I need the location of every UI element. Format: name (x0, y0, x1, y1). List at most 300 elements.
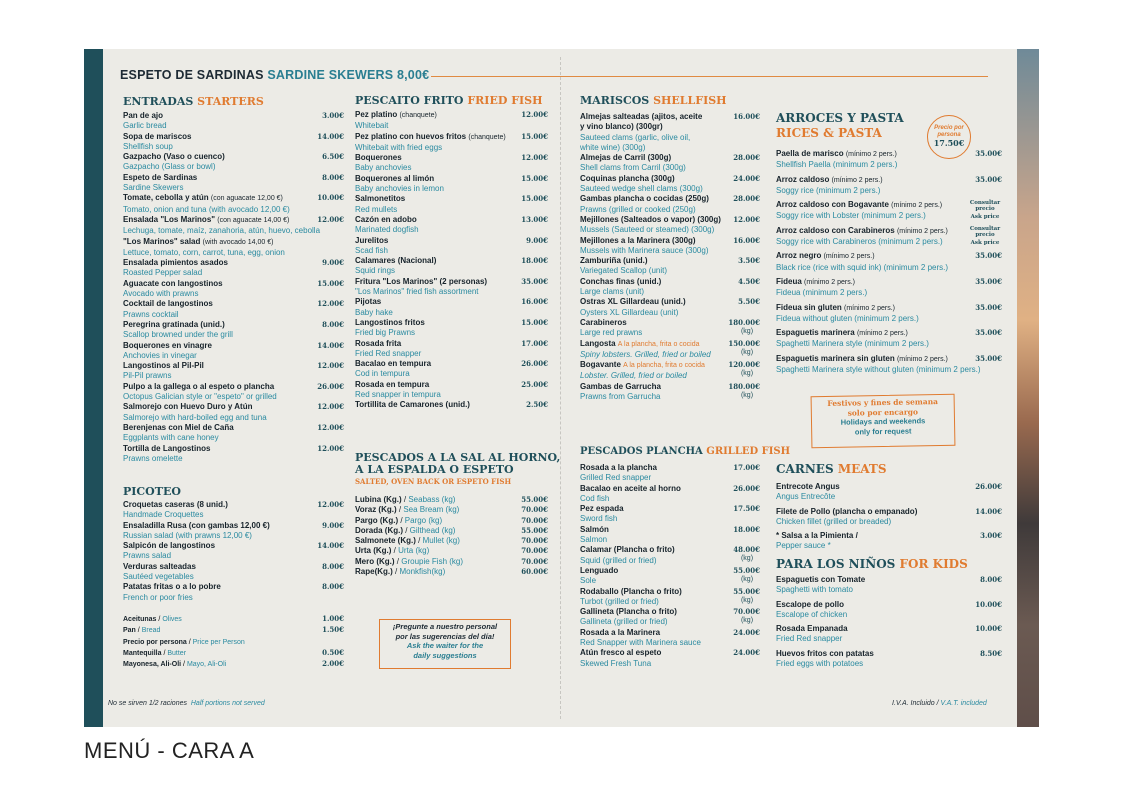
item-name-en: Urta (kg) (398, 546, 430, 556)
item-name-es: Rosada a la plancha (580, 463, 657, 472)
item-name-es: Langosta (580, 338, 616, 348)
menu-item (776, 482, 1002, 503)
item-name-en: Lobster. Grilled, fried or boiled (580, 371, 687, 381)
item-name-es: Bogavante (580, 360, 621, 370)
item-name-en: Gazpacho (Glass or bowl) (123, 162, 216, 172)
item-name-en: Salmon (580, 535, 608, 545)
item-price: 26.00€ (317, 381, 344, 391)
item-price: 35.00€ (975, 302, 1002, 312)
item-name-es-note: (chanquete) (468, 133, 506, 141)
item-name-en: Seabass (kg) (408, 495, 456, 504)
item-price: 70.00€ (521, 505, 548, 515)
menu-item (776, 200, 1002, 222)
item-name-en: Pil-Pil prawns (123, 371, 172, 381)
item-name-es: Mantequilla (123, 649, 162, 657)
menu-item (123, 402, 344, 423)
item-separator: / (135, 627, 142, 635)
item-price: 2.00€ (322, 659, 344, 669)
item-name-es: Arroz caldoso (776, 174, 830, 184)
item-name-es: Fideua (776, 276, 802, 286)
section-salt-heading-1: PESCADOS A LA SAL AL HORNO, (355, 451, 561, 464)
item-name-es-note: (mínimo 2 pers.) (823, 253, 875, 261)
item-separator: / (186, 638, 193, 646)
item-price: 35.00€ (975, 353, 1002, 363)
item-price: 10.00€ (317, 193, 344, 203)
item-price: 0.50€ (322, 647, 344, 657)
item-name-es-line (123, 582, 344, 592)
item-name-es: Croquetas caseras (8 unid.) (123, 500, 228, 509)
item-unit: (kg) (740, 348, 754, 356)
item-separator: / (415, 536, 423, 546)
item-name-es: * Salsa a la Pimienta / (776, 531, 858, 541)
item-name-es: Cocktail de langostinos (123, 299, 213, 309)
menu-item (580, 587, 760, 608)
item-price: 120.00€ (728, 360, 760, 370)
menu-item (580, 112, 760, 153)
item-price: 12.00€ (317, 402, 344, 412)
item-price: 16.00€ (733, 235, 760, 245)
section-ninos-heading: PARA LOS NIÑOS FOR KIDS (776, 557, 968, 571)
item-name-es-line (355, 297, 548, 307)
menu-item (355, 380, 548, 401)
item-name-es-line (776, 624, 1002, 634)
item-unit: (kg) (740, 327, 754, 335)
item-name-es: Escalope de pollo (776, 599, 845, 609)
menu-item (580, 153, 760, 174)
item-name-en: Roasted Pepper salad (123, 268, 203, 278)
menu-item (580, 215, 760, 236)
item-price: 15.00€ (317, 278, 344, 288)
menu-item (580, 545, 760, 566)
item-name-es-line (776, 251, 1002, 262)
item-price: 17.00€ (521, 338, 548, 348)
item-name-es: Espeto de Sardinas (123, 172, 198, 182)
item-price: 24.00€ (733, 648, 760, 658)
item-name-es: Ensalada pimientos asados (123, 258, 228, 268)
item-price: 8.00€ (980, 575, 1002, 584)
menu-item (776, 649, 1002, 670)
item-name-es-line (123, 521, 344, 531)
item-name-es: Arroz caldoso con Carabineros (776, 225, 895, 235)
menu-item (355, 400, 548, 410)
item-name-en: Prawns omelette (123, 453, 183, 463)
menu-item (123, 382, 344, 403)
menu-item (355, 194, 548, 215)
item-price: 12.00€ (317, 422, 344, 432)
item-cooking-note: A la plancha, frita o cocida (617, 340, 700, 348)
item-name-en: Mayo, Ali-Oli (186, 661, 227, 669)
menu-item (123, 258, 344, 279)
menu-item (123, 614, 344, 625)
item-name-en: Baby hake (355, 307, 393, 317)
item-price: 17.00€ (733, 463, 760, 472)
menu-item (355, 110, 548, 132)
item-price-en: Ask price (970, 214, 1000, 221)
item-price: 10.00€ (975, 624, 1002, 634)
item-name-es-line (123, 341, 344, 351)
item-name-es: Pez platino (355, 110, 398, 119)
item-name-en: Groupie Fish (kg) (401, 556, 464, 566)
menu-item (355, 536, 548, 546)
item-name-en: Octopus Galician style or "espeto" or grilled (123, 392, 277, 402)
item-name-es-line (355, 174, 548, 184)
item-name-es: Gambas plancha o cocidas (250g) (580, 194, 709, 204)
menu-item (776, 600, 1002, 621)
item-name-es: Aguacate con langostinos (123, 278, 223, 288)
item-name-es-line (123, 173, 344, 183)
center-fold-line (560, 57, 561, 719)
menu-item (355, 132, 548, 154)
menu-item (355, 174, 548, 195)
item-price: 16.00€ (733, 112, 760, 121)
item-name-en: Fried big Prawns (355, 328, 416, 338)
item-name-en: Prawns cocktail (123, 309, 179, 319)
item-price: 12.00€ (317, 443, 344, 453)
item-name-en: Soggy rice (minimum 2 pers.) (776, 185, 881, 195)
item-name-es-line (123, 402, 344, 412)
item-name-es-note: (mínimo 2 pers.) (896, 355, 948, 363)
item-name-es: Precio por persona (123, 638, 187, 646)
item-separator: / (391, 546, 399, 556)
item-name-en: Price per Person (192, 638, 245, 646)
item-name-es-line (123, 361, 344, 371)
item-name-en: Soggy rice with Lobster (minimum 2 pers.) (776, 211, 926, 221)
item-name-es: Pan de ajo (123, 111, 164, 120)
item-name-es-line (123, 382, 344, 392)
item-price: 14.00€ (317, 541, 344, 551)
item-name-es: Espaguetis con Tomate (776, 575, 866, 584)
item-name-en: Sole (580, 576, 597, 586)
item-price: 8.00€ (322, 172, 344, 182)
item-name-es-note: (mínimo 2 pers.) (831, 176, 883, 184)
item-name-en: Bread (141, 627, 161, 635)
item-name-en: Whitebait with fried eggs (355, 142, 443, 152)
item-price: 17.50€ (733, 504, 760, 514)
item-name-en: Pepper sauce * (776, 541, 831, 551)
item-price: 8.00€ (322, 582, 344, 592)
item-price: 12.00€ (521, 110, 548, 119)
item-price: 24.00€ (733, 173, 760, 183)
item-name-es: Zamburiña (unid.) (580, 256, 648, 266)
menu-sheet (84, 49, 1039, 727)
left-color-bar (84, 49, 103, 727)
menu-item (355, 318, 548, 339)
menu-item (355, 526, 548, 536)
menu-item (776, 354, 1002, 376)
item-name-es-line (355, 277, 548, 287)
title-underline (431, 76, 988, 77)
item-name-es: Salmonete (Kg.) (355, 536, 416, 546)
item-name-en: Handmade Croquettes (123, 510, 204, 520)
item-price: 70.00€ (521, 546, 548, 556)
item-name-es-line (580, 256, 760, 266)
item-name-es: "Los Marinos" salad (123, 236, 201, 246)
item-name-en: "Los Marinos" fried fish assortment (355, 287, 479, 297)
item-name-es: Pijotas (355, 297, 382, 307)
menu-item (123, 173, 344, 194)
item-name-en: Salmorejo with hard-boiled egg and tuna (123, 412, 267, 422)
item-name-es-line (355, 215, 548, 225)
item-name-es-line (355, 194, 548, 204)
menu-item (580, 648, 760, 669)
item-name-en: Sardine Skewers (123, 183, 184, 193)
item-unit: (kg) (740, 370, 754, 378)
section-pescaito-heading: PESCAITO FRITO FRIED FISH (355, 94, 543, 107)
item-name-es-note: (mínimo 2 pers.) (896, 227, 948, 235)
section-carnes-heading: CARNES MEATS (776, 462, 887, 476)
item-name-en: Shellfish Paella (minimum 2 pers.) (776, 160, 898, 170)
item-price: 150.00€ (728, 338, 760, 348)
item-name-es-line (123, 152, 344, 162)
item-name-es: Coquinas plancha (300g) (580, 173, 675, 183)
menu-item (580, 628, 760, 649)
item-name-es: Entrecote Angus (776, 482, 840, 491)
item-name-en: Baby anchovies in lemon (355, 184, 444, 194)
menu-item (776, 277, 1002, 299)
price-per-person-badge: Precio por persona 17.50€ (927, 115, 971, 159)
menu-item (123, 541, 344, 562)
item-name-en: Shellfish soup (123, 141, 173, 151)
item-price: 12.00€ (317, 214, 344, 224)
menu-item (355, 557, 548, 567)
item-name-es: Mejillones (Salteados o vapor) (300g) (580, 214, 721, 224)
item-name-es: Mayonesa, Ali-Oli (123, 661, 182, 669)
item-name-es-line (123, 500, 344, 510)
item-name-es-line (776, 328, 1002, 339)
item-name-es-line (123, 193, 344, 204)
item-name-es: Fritura "Los Marinos" (2 personas) (355, 276, 488, 286)
item-unit: (kg) (740, 617, 754, 625)
iva-note: I.V.A. Incluido / V.A.T. included (892, 700, 987, 707)
menu-item (580, 174, 760, 195)
sunset-fisherman-image (1017, 49, 1039, 727)
item-price: 180.00€ (728, 381, 760, 391)
item-name-en: Eggplants with cane honey (123, 433, 219, 443)
item-name-es: Cazón en adobo (355, 214, 417, 224)
item-price: 48.00€ (733, 545, 760, 555)
menu-item (776, 175, 1002, 197)
item-name-en-line2: white wine) (300g) (580, 142, 646, 152)
item-price: 35.00€ (975, 174, 1002, 184)
menu-item (123, 341, 344, 362)
menu-item (580, 484, 760, 505)
item-name-es: Berenjenas con Miel de Caña (123, 422, 234, 432)
item-name-es: Espaguetis marinera (776, 328, 855, 338)
menu-item (123, 521, 344, 542)
item-name-es: Fideua sin gluten (776, 302, 842, 312)
item-name-es: Ensalada "Los Marinos" (123, 214, 216, 224)
item-price: 70.00€ (733, 607, 760, 617)
item-price: Consultar precio (969, 200, 1001, 213)
picoteo-extras-list (123, 614, 344, 670)
item-name-es: Tortilla de Langostinos (123, 443, 211, 453)
menu-item (776, 149, 1002, 171)
item-price: 12.00€ (317, 299, 344, 309)
item-price: 18.00€ (521, 256, 548, 266)
item-price: 1.00€ (322, 614, 344, 623)
item-name-en: Fried eggs with potatoes (776, 659, 864, 669)
item-name-en: Prawns from Garrucha (580, 392, 661, 402)
menu-item (123, 562, 344, 583)
picoteo-list (123, 500, 344, 603)
item-price: 9.00€ (322, 258, 344, 268)
item-name-es-line (355, 359, 548, 369)
item-price: 12.00€ (317, 361, 344, 371)
item-price: 26.00€ (521, 359, 548, 369)
item-name-en: Scad fish (355, 245, 388, 255)
item-price: 1.50€ (322, 625, 344, 635)
menu-item (123, 637, 344, 648)
menu-item (580, 318, 760, 339)
item-name-en: Spaghetti with tomato (776, 585, 853, 595)
page-caption: MENÚ - CARA A (84, 738, 255, 763)
item-name-es-line (776, 303, 1002, 314)
item-price: 18.00€ (733, 524, 760, 534)
menu-item (580, 256, 760, 277)
item-separator: / (181, 661, 187, 669)
item-name-es: Atún fresco al espeto (580, 648, 662, 658)
item-name-en: Soggy rice with Carabineros (minimum 2 pers.) (776, 237, 943, 247)
item-price: 6.50€ (322, 152, 344, 162)
item-name-es-line (355, 380, 548, 390)
item-name-en: Spaghetti Marinera style (minimum 2 pers.) (776, 339, 929, 349)
item-name-en: Mussels with Marinera sauce (300g) (580, 245, 709, 255)
item-price: 70.00€ (521, 515, 548, 525)
item-price: 16.00€ (521, 297, 548, 307)
menu-item (776, 624, 1002, 645)
item-price: 35.00€ (975, 276, 1002, 286)
item-name-en: Spiny lobsters. Grilled, fried or boiled (580, 349, 711, 359)
menu-item (123, 582, 344, 603)
item-name-es-line (123, 541, 344, 551)
item-price: 28.00€ (733, 153, 760, 163)
section-picoteo-heading: PICOTEO (123, 485, 181, 498)
item-price: 55.00€ (521, 525, 548, 535)
item-price: 12.00€ (317, 500, 344, 509)
menu-item (123, 193, 344, 215)
item-unit: (kg) (740, 575, 754, 583)
item-name-en: Red snapper in tempura (355, 390, 441, 400)
page-title: ESPETO DE SARDINAS SARDINE SKEWERS 8,00€ (120, 68, 430, 82)
item-name-en: Sea Bream (kg) (403, 505, 460, 515)
item-price: 70.00€ (521, 556, 548, 566)
item-name-es-line (123, 320, 344, 330)
item-price: 15.00€ (521, 131, 548, 141)
menu-item (123, 361, 344, 382)
item-name-en: Large clams (unit) (580, 287, 645, 297)
item-name-es-line (355, 256, 548, 266)
menu-item (776, 251, 1002, 273)
section-mariscos-heading: MARISCOS SHELLFISH (580, 94, 727, 107)
item-price: 25.00€ (521, 379, 548, 389)
menu-item (123, 648, 344, 659)
item-name-es: Salpicón de langostinos (123, 541, 216, 551)
item-name-es-line (355, 110, 548, 121)
menu-item (580, 236, 760, 257)
item-name-en: Sword fish (580, 514, 618, 524)
item-name-en: Monkfish(kg) (399, 567, 446, 577)
item-name-en: Shell clams from Carril (300g) (580, 163, 686, 173)
item-name-en: Large red prawns (580, 328, 643, 338)
item-name-es-line (355, 132, 548, 143)
item-name-es: Almejas salteadas (ajitos, aceite (580, 112, 703, 121)
menu-item (355, 359, 548, 380)
menu-item (355, 495, 548, 505)
item-name-es-line (776, 149, 1002, 160)
item-name-es: Salmorejo con Huevo Duro y Atún (123, 402, 253, 412)
item-name-es-line (123, 258, 344, 268)
item-name-en: Whitebait (355, 121, 389, 131)
item-price: 28.00€ (733, 194, 760, 204)
entradas-list (123, 111, 344, 464)
item-price: 35.00€ (975, 149, 1002, 158)
item-unit: (kg) (740, 596, 754, 604)
item-name-es: Rosada frita (355, 338, 402, 348)
item-name-es-note: (mínimo 2 pers.) (891, 202, 943, 210)
item-name-es: Patatas fritas o a lo pobre (123, 582, 221, 592)
item-price-en: Ask price (970, 239, 1000, 246)
item-name-en: Red Snapper with Marinera sauce (580, 638, 701, 648)
menu-item (355, 256, 548, 277)
item-separator: / (394, 556, 402, 566)
item-name-es: Lubina (Kg.) (355, 495, 402, 504)
menu-item (123, 444, 344, 465)
item-name-es-line (355, 236, 548, 246)
item-price: 70.00€ (521, 536, 548, 546)
menu-item (355, 339, 548, 360)
item-name-es-line2: y vino blanco) (300gr) (580, 122, 663, 132)
menu-item (580, 566, 760, 587)
item-name-es: Mero (Kg.) (355, 556, 395, 566)
item-name-es: Aceitunas (123, 616, 157, 623)
item-name-es-note: (mínimo 2 pers.) (845, 151, 897, 158)
item-name-es-line (123, 132, 344, 142)
item-name-es-line (123, 215, 344, 226)
item-name-es-line (123, 444, 344, 454)
item-name-es: Paella de marisco (776, 149, 844, 158)
item-name-es: Gambas de Garrucha (580, 381, 661, 391)
item-name-es: Rosada Empanada (776, 624, 848, 634)
item-name-es: Dorada (Kg.) (355, 525, 403, 535)
item-name-es-line (123, 299, 344, 309)
item-name-es: Espaguetis marinera sin gluten (776, 353, 895, 363)
item-name-en: Squid (grilled or fried) (580, 555, 657, 565)
item-name-es: Pez espada (580, 504, 624, 514)
menu-item (580, 194, 760, 215)
menu-item (355, 153, 548, 174)
item-name-es-line (355, 318, 548, 328)
item-name-en: Avocado with prawns (123, 289, 199, 299)
item-name-es: Rosada a la Marinera (580, 627, 661, 637)
item-price: 9.00€ (322, 520, 344, 530)
salt-list (355, 495, 548, 577)
item-name-es: Salmón (580, 524, 609, 534)
item-name-es-line (776, 277, 1002, 288)
item-separator: / (398, 515, 405, 525)
item-price: 5.50€ (738, 297, 760, 307)
item-name-en: Chicken fillet (grilled or breaded) (776, 516, 892, 526)
item-price: 8.00€ (322, 561, 344, 571)
menu-item (355, 236, 548, 257)
item-name-es-line (776, 600, 1002, 610)
item-price: 35.00€ (975, 328, 1002, 338)
item-name-es-line (355, 339, 548, 349)
item-price: 55.00€ (521, 495, 548, 504)
menu-item (123, 659, 344, 670)
item-price: 26.00€ (733, 483, 760, 493)
item-name-es-note: (mínimo 2 pers.) (856, 330, 908, 338)
item-name-en: Russian salad (with prawns 12,00 €) (123, 530, 252, 540)
